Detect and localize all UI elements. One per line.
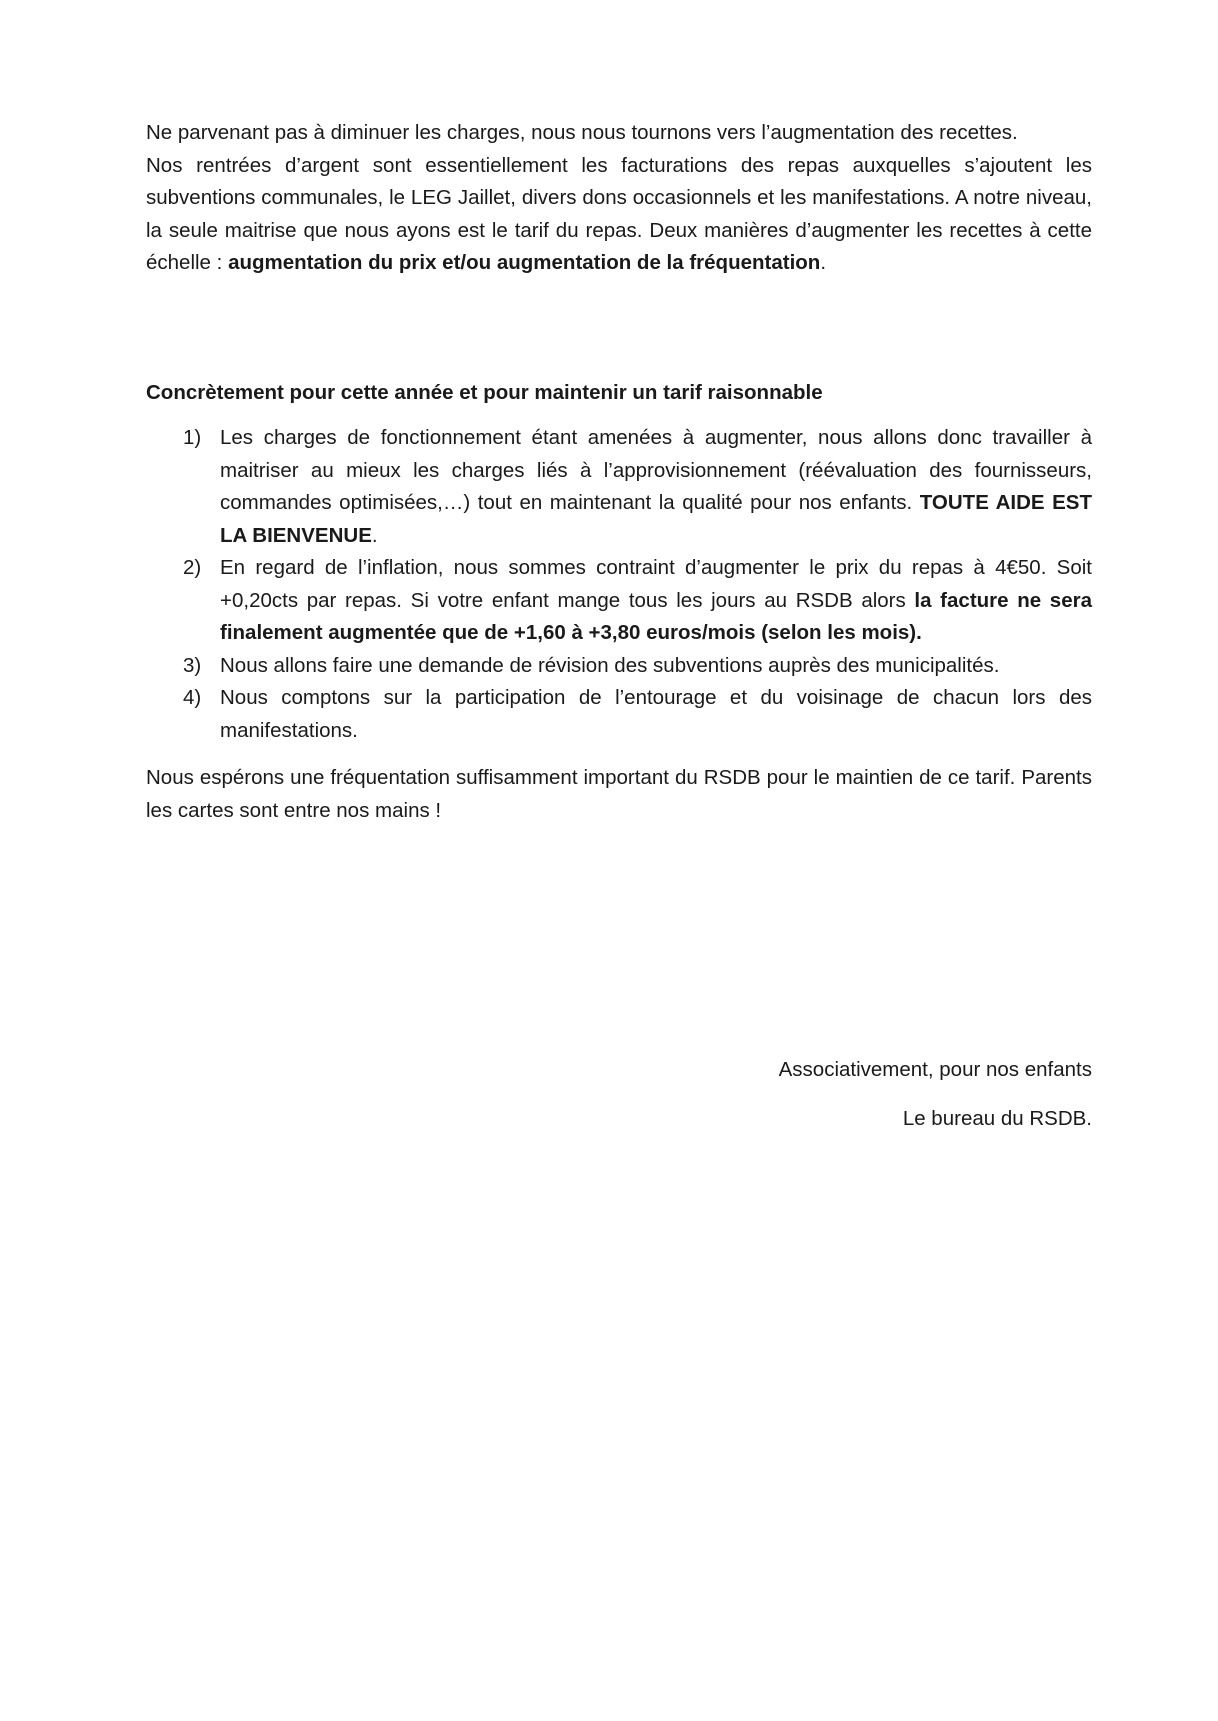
list-item-text: Les charges de fonctionnement étant amenées à augmenter, nous allons donc travailler à maitriser au mieux les charges liés à l’approvisionnement (réévaluation des fournisseurs, commandes optimisées,…) tout en maintenant la qualité pour nos enfants. bbox=[220, 426, 1092, 514]
document-body bbox=[146, 117, 1092, 827]
list-item-text: En regard de l’inflation, nous sommes contraint d’augmenter le prix du repas à 4€50. Soit +0,20cts par repas. Si votre enfant mange tous les jours au RSDB alors bbox=[220, 556, 1092, 612]
list-item-text: Nous comptons sur la participation de l’entourage et du voisinage de chacun lors des manifestations. bbox=[220, 686, 1092, 742]
list-item-text: Nous allons faire une demande de révision des subventions auprès des municipalités. bbox=[220, 653, 1000, 677]
section-spacer bbox=[146, 280, 1092, 377]
closing-paragraph: Nous espérons une fréquentation suffisamment important du RSDB pour le maintien de ce tarif. Parents les cartes sont entre nos mains ! bbox=[146, 766, 1092, 822]
list-item bbox=[146, 650, 1092, 683]
intro-paragraph-2-bold: augmentation du prix et/ou augmentation de la fréquentation bbox=[228, 251, 821, 274]
signature-line-2: Le bureau du RSDB. bbox=[902, 1106, 1092, 1130]
signature-block bbox=[779, 1054, 1092, 1135]
list-item-end: . bbox=[371, 523, 378, 547]
list-item bbox=[146, 552, 1092, 650]
list-item bbox=[146, 682, 1092, 747]
list-item-number: 2) bbox=[183, 556, 202, 579]
section-heading: Concrètement pour cette année et pour maintenir un tarif raisonnable bbox=[146, 380, 823, 404]
action-list bbox=[146, 422, 1092, 747]
list-item-bold: la facture ne sera finalement augmentée que de +1,60 à +3,80 euros/mois (selon les mois). bbox=[220, 588, 1092, 644]
signature-line-1: Associativement, pour nos enfants bbox=[778, 1058, 1092, 1081]
intro-paragraph-2-text: Nos rentrées d’argent sont essentiellement les facturations des repas auxquelles s’ajoutent les subventions communales, le LEG Jaillet, divers dons occasionnels et les manifestations. A notre niveau, la seule maitrise que nous ayons est le tarif du repas. Deux manières d’augmenter les recettes à cette échelle : bbox=[146, 153, 1092, 274]
list-item bbox=[146, 422, 1092, 552]
intro-paragraph-2-end: . bbox=[820, 251, 827, 274]
intro-paragraph-1: Ne parvenant pas à diminuer les charges, nous nous tournons vers l’augmentation des recettes. bbox=[146, 121, 1018, 144]
list-item-bold: TOUTE AIDE EST LA BIENVENUE bbox=[220, 491, 1093, 547]
list-item-number: 4) bbox=[183, 686, 202, 709]
list-item-number: 1) bbox=[183, 426, 202, 449]
intro-paragraph-2 bbox=[146, 150, 1092, 280]
list-item-number: 3) bbox=[183, 653, 202, 677]
